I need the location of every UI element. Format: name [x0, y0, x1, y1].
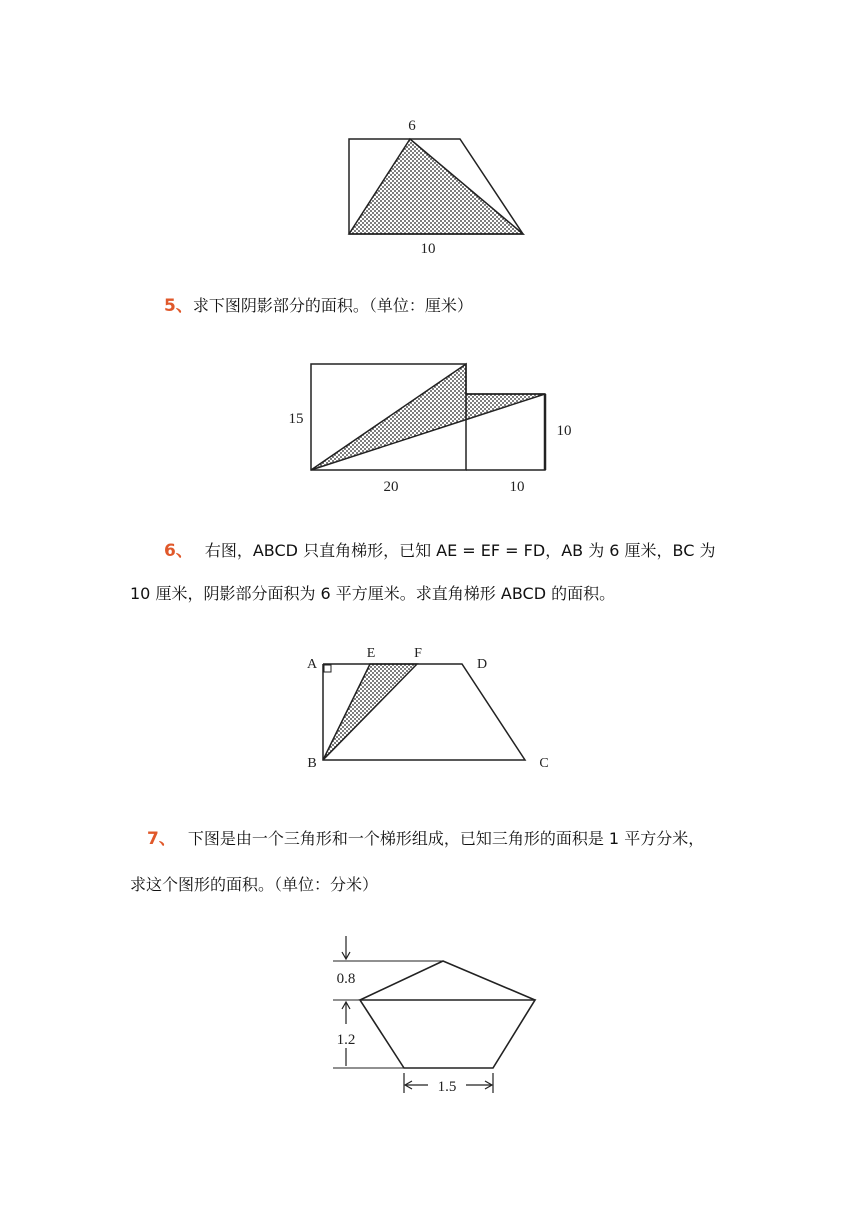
problem-5-number: 5、: [164, 296, 193, 316]
height-top-label: 0.8: [336, 971, 356, 987]
vertex-b-label: B: [307, 756, 317, 771]
right-angle-marker: [324, 665, 331, 672]
problem-6-line-1: [164, 541, 716, 561]
problem-6-line-2: [130, 584, 615, 604]
shaded-triangle: [349, 139, 523, 234]
figure-problem-5: [280, 355, 580, 500]
problem-6-statement-1: 右图，ABCD 只直角梯形，已知 AE = EF = FD，AB 为 6 厘米，BC 为: [204, 541, 716, 560]
bottom-right-label: 10: [509, 479, 525, 495]
vertex-c-label: C: [539, 756, 549, 771]
height-bottom-label: 1.2: [336, 1032, 356, 1048]
problem-5-statement: 求下图阴影部分的面积。（单位：厘米）: [192, 296, 473, 315]
shaded-triangle-bef: [323, 664, 417, 760]
problem-7-statement-2: 求这个图形的面积。（单位：分米）: [130, 875, 379, 894]
problem-6-number: 6、: [164, 541, 193, 561]
left-height-label: 15: [288, 411, 304, 427]
problem-7-number: 7、: [147, 829, 176, 849]
vertex-e-label: E: [366, 646, 376, 661]
vertex-a-label: A: [306, 657, 318, 672]
bottom-left-label: 20: [383, 479, 399, 495]
figure-trapezoid-shaded-triangle: [340, 110, 540, 260]
trapezoid: [360, 1000, 535, 1068]
figure-problem-7: [320, 925, 550, 1105]
problem-6-statement-2: 10 厘米，阴影部分面积为 6 平方厘米。求直角梯形 ABCD 的面积。: [130, 584, 616, 603]
top-length-label: 6: [408, 118, 416, 134]
shaded-region: [311, 364, 545, 470]
vertex-d-label: D: [476, 657, 488, 672]
problem-7-line-2: [130, 875, 378, 895]
vertex-f-label: F: [414, 646, 422, 661]
right-height-label: 10: [556, 423, 572, 439]
problem-5-text: [164, 296, 473, 316]
base-length-label: 1.5: [437, 1079, 457, 1095]
figure-problem-6: [295, 640, 565, 780]
problem-7-line-1: [147, 829, 704, 849]
problem-7-statement-1: 下图是由一个三角形和一个梯形组成，已知三角形的面积是 1 平方分米，: [187, 829, 705, 848]
triangle: [360, 961, 535, 1000]
bottom-length-label: 10: [420, 241, 436, 257]
